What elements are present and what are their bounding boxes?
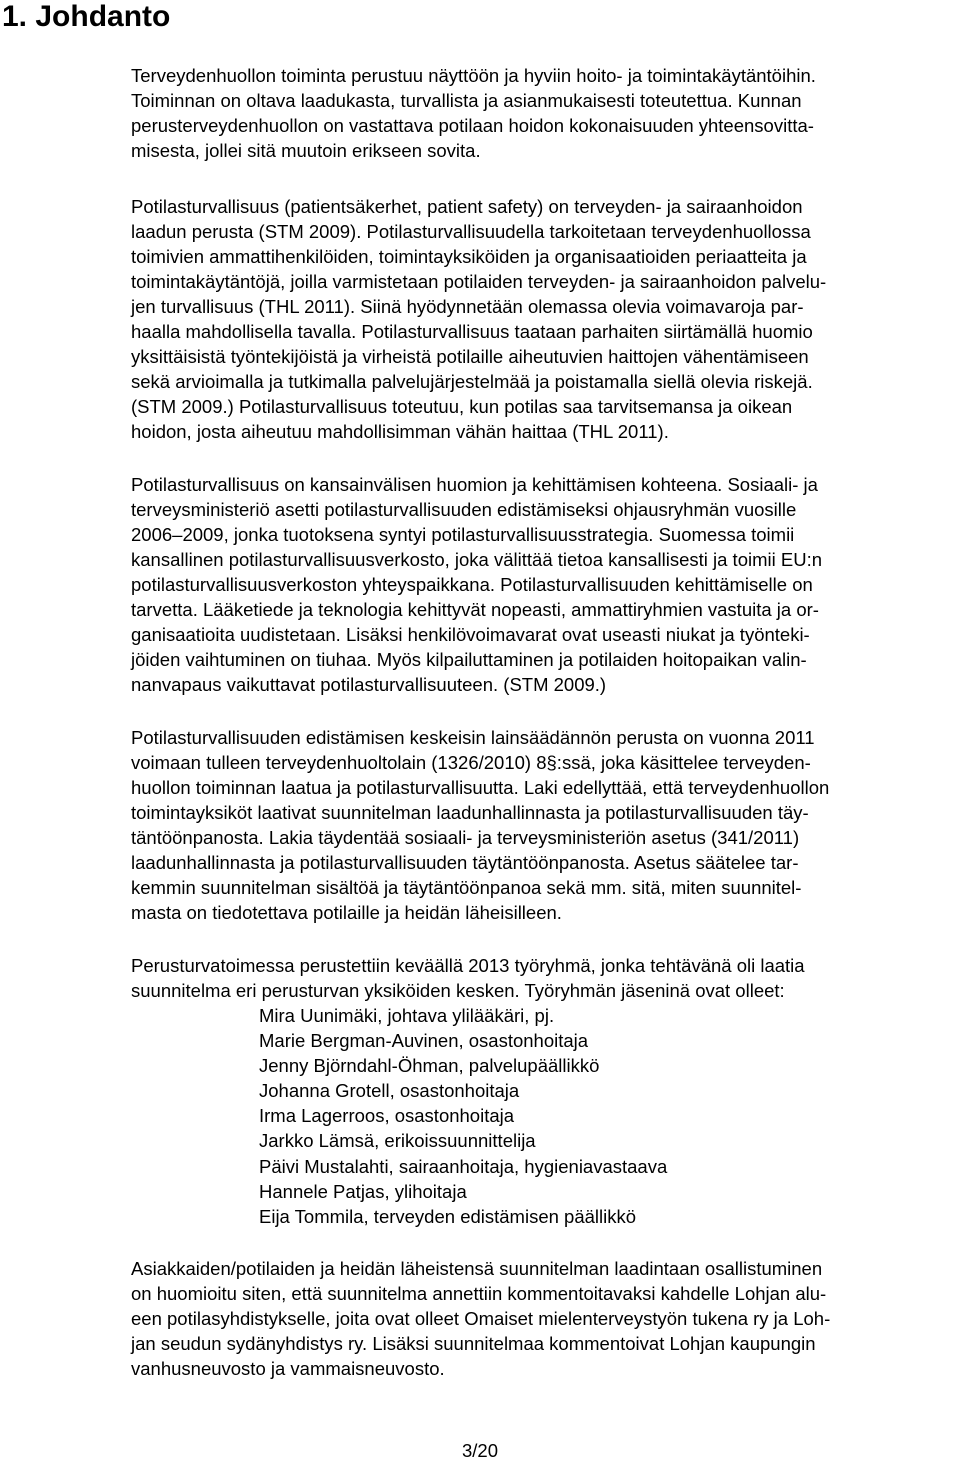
text-line: Potilasturvallisuus (patientsäkerhet, patient safety) on terveyden- ja sairaanhoidon — [131, 196, 803, 217]
text-line: toimintayksiköt laativat suunnitelman laadunhallinnasta ja potilasturvallisuuden täy- — [131, 802, 809, 823]
text-line: Perusturvatoimessa perustettiin keväällä 2013 työryhmä, jonka tehtävänä oli laatia — [131, 955, 805, 976]
text-line: een potilasyhdistykselle, joita ovat olleet Omaiset mielenterveystyön tukena ry ja Loh- — [131, 1308, 831, 1329]
text-line: misesta, jollei sitä muutoin erikseen sovita. — [131, 140, 481, 161]
text-line: toimivien ammattihenkilöiden, toimintayksiköiden ja organisaatioiden periaatteita ja — [131, 246, 807, 267]
text-line: Potilasturvallisuuden edistämisen keskeisin lainsäädännön perusta on vuonna 2011 — [131, 727, 815, 748]
text-line: jan seudun sydänyhdistys ry. Lisäksi suunnitelmaa kommentoivat Lohjan kaupungin — [131, 1333, 816, 1354]
page-number: 3/20 — [461, 1440, 498, 1461]
text-line: nanvapaus vaikuttavat potilasturvallisuuteen. (STM 2009.) — [131, 674, 607, 695]
text-line: suunnitelma eri perusturvan yksiköiden kesken. Työryhmän jäseninä ovat olleet: — [131, 980, 785, 1001]
text-line: voimaan tulleen terveydenhuoltolain (1326/2010) 8§:ssä, joka käsittelee terveyden- — [131, 752, 811, 773]
text-line: masta on tiedotettava potilaille ja heidän läheisilleen. — [131, 902, 562, 923]
text-line: terveysministeriö asetti potilasturvallisuuden edistämiseksi ohjausryhmän vuosille — [131, 499, 797, 520]
text-line: jen turvallisuus (THL 2011). Siinä hyödynnetään olemassa olevia voimavaroja par- — [131, 296, 804, 317]
list-item: Johanna Grotell, osastonhoitaja — [259, 1080, 520, 1101]
page-heading: 1. Johdanto — [2, 0, 171, 33]
text-line: perusterveydenhuollon on vastattava potilaan hoidon kokonaisuuden yhteensovitta- — [131, 115, 814, 136]
text-line: haalla mahdollisella tavalla. Potilasturvallisuus taataan parhaiten siirtämällä huomio — [131, 321, 813, 342]
list-item: Eija Tommila, terveyden edistämisen päällikkö — [259, 1206, 637, 1227]
list-item: Marie Bergman-Auvinen, osastonhoitaja — [259, 1030, 589, 1051]
text-line: (STM 2009.) Potilasturvallisuus toteutuu, kun potilas saa tarvitsemansa ja oikean — [131, 396, 793, 417]
list-item: Irma Lagerroos, osastonhoitaja — [259, 1105, 515, 1126]
text-line: Toiminnan on oltava laadukasta, turvallista ja asianmukaisesti toteutettua. Kunnan — [131, 90, 802, 111]
text-line: on huomioitu siten, että suunnitelma annettiin kommentoitavaksi kahdelle Lohjan alu- — [131, 1283, 827, 1304]
text-line: 2006–2009, jonka tuotoksena syntyi potilasturvallisuusstrategia. Suomessa toimii — [131, 524, 795, 545]
text-line: toimintakäytäntöjä, joilla varmistetaan potilaiden terveyden- ja sairaanhoidon palvelu- — [131, 271, 827, 292]
text-line: kemmin suunnitelman sisältöä ja täytäntöönpanoa sekä mm. sitä, miten suunnitel- — [131, 877, 802, 898]
text-line: potilasturvallisuusverkoston yhteyspaikkana. Potilasturvallisuuden kehittämiselle on — [131, 574, 813, 595]
text-line: Asiakkaiden/potilaiden ja heidän läheistensä suunnitelman laadintaan osallistuminen — [131, 1258, 823, 1279]
text-line: Terveydenhuollon toiminta perustuu näyttöön ja hyviin hoito- ja toimintakäytäntöihin. — [131, 65, 816, 86]
text-line: yksittäisistä työntekijöistä ja virheistä potilaille aiheutuvien haittojen vähentämiseen — [131, 346, 809, 367]
list-item: Hannele Patjas, ylihoitaja — [259, 1181, 467, 1202]
text-line: hoidon, josta aiheutuu mahdollisimman vähän haittaa (THL 2011). — [131, 421, 669, 442]
list-item: Mira Uunimäki, johtava ylilääkäri, pj. — [259, 1005, 555, 1026]
list-item: Jenny Björndahl-Öhman, palvelupäällikkö — [259, 1055, 600, 1076]
text-line: Potilasturvallisuus on kansainvälisen huomion ja kehittämisen kohteena. Sosiaali- ja — [131, 474, 818, 495]
list-item: Jarkko Lämsä, erikoissuunnittelija — [259, 1130, 536, 1151]
text-line: tarvetta. Lääketiede ja teknologia kehittyvät nopeasti, ammattiryhmien vastuita ja or- — [131, 599, 819, 620]
text-line: huollon toiminnan laatua ja potilasturvallisuutta. Laki edellyttää, että terveydenhuollon — [131, 777, 830, 798]
list-item: Päivi Mustalahti, sairaanhoitaja, hygieniavastaava — [259, 1156, 668, 1177]
text-line: jöiden vaihtuminen on tiuhaa. Myös kilpailuttaminen ja potilaiden hoitopaikan valin- — [131, 649, 807, 670]
text-line: vanhusneuvosto ja vammaisneuvosto. — [131, 1358, 445, 1379]
text-line: laadunhallinnasta ja potilasturvallisuuden täytäntöönpanosta. Asetus säätelee tar- — [131, 852, 799, 873]
text-line: ganisaatioita uudistetaan. Lisäksi henkilövoimavarat ovat useasti niukat ja työnteki- — [131, 624, 810, 645]
text-line: kansallinen potilasturvallisuusverkosto, joka välittää tietoa kansallisesti ja toimii EU:n — [131, 549, 822, 570]
text-line: laadun perusta (STM 2009). Potilasturvallisuudella tarkoitetaan terveydenhuollossa — [131, 221, 811, 242]
text-line: sekä arvioimalla ja tutkimalla palvelujärjestelmää ja poistamalla siellä olevia riskejä. — [131, 371, 813, 392]
text-line: täntöönpanosta. Lakia täydentää sosiaali- ja terveysministeriön asetus (341/2011) — [131, 827, 800, 848]
